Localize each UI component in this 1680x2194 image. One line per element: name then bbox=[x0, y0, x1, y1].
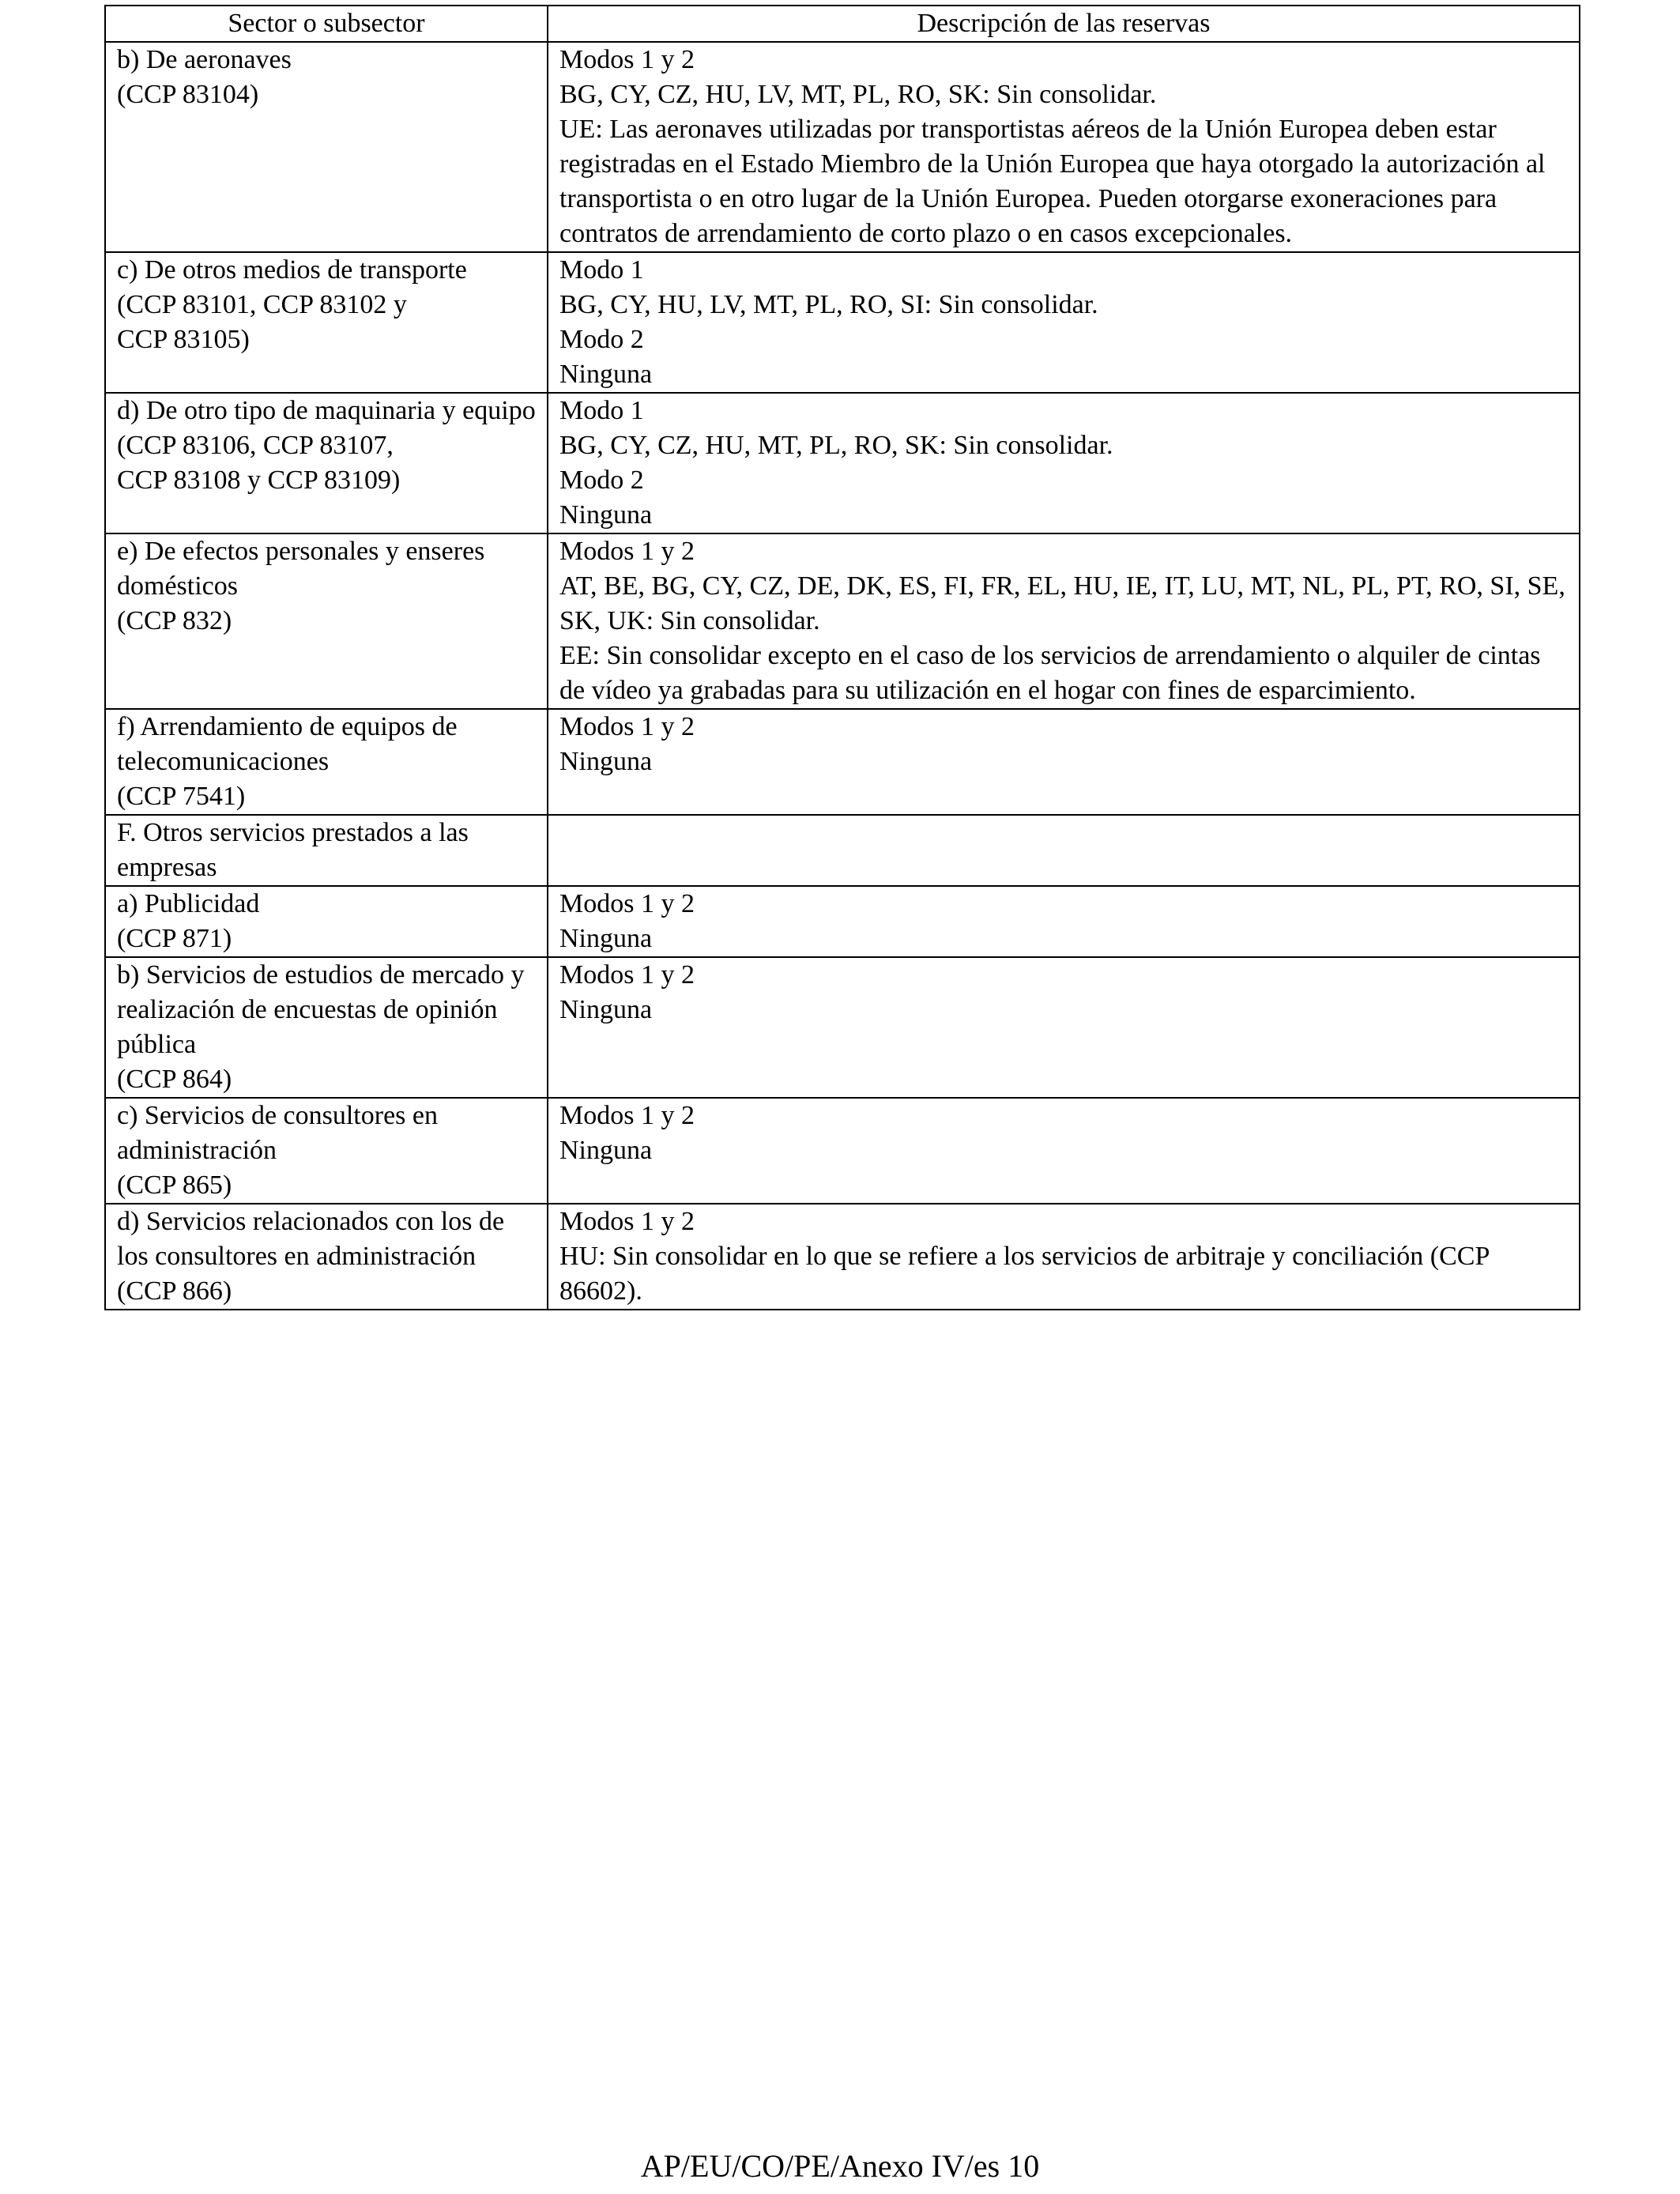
page-footer: AP/EU/CO/PE/Anexo IV/es 10 bbox=[640, 2148, 1040, 2184]
sector-line: b) Servicios de estudios de mercado y realización de encuestas de opinión pública bbox=[117, 960, 532, 1059]
table-body bbox=[105, 42, 1580, 1310]
sector-cell bbox=[105, 957, 548, 1098]
table-header-row bbox=[105, 6, 1580, 42]
descripcion-line: Modos 1 y 2 bbox=[559, 889, 695, 918]
descripcion-line: Modos 1 y 2 bbox=[559, 960, 695, 990]
descripcion-line: Modos 1 y 2 bbox=[559, 712, 695, 741]
sector-line: (CCP 865) bbox=[117, 1171, 232, 1200]
table-row bbox=[105, 815, 1580, 886]
descripcion-line: Ninguna bbox=[559, 995, 653, 1024]
descripcion-line: EE: Sin consolidar excepto en el caso de los servicios de arrendamiento o alquiler de cintas de vídeo ya grabadas para su utilización en el hogar con fines de esparcimiento. bbox=[559, 641, 1548, 705]
sector-line: a) Publicidad bbox=[117, 889, 260, 918]
descripcion-cell bbox=[548, 957, 1580, 1098]
sector-cell bbox=[105, 252, 548, 393]
sector-cell bbox=[105, 886, 548, 957]
sector-line: d) De otro tipo de maquinaria y equipo bbox=[117, 396, 536, 425]
descripcion-line: Modos 1 y 2 bbox=[559, 537, 695, 566]
sector-cell bbox=[105, 1204, 548, 1310]
sector-line: e) De efectos personales y enseres domésticos bbox=[117, 537, 492, 601]
descripcion-line: BG, CY, CZ, HU, MT, PL, RO, SK: Sin consolidar. bbox=[559, 431, 1113, 460]
sector-line: (CCP 864) bbox=[117, 1065, 232, 1094]
descripcion-line: HU: Sin consolidar en lo que se refiere a los servicios de arbitraje y conciliación (CCP 86602). bbox=[559, 1242, 1496, 1306]
descripcion-cell bbox=[548, 1098, 1580, 1204]
sector-line: c) Servicios de consultores en administración bbox=[117, 1101, 445, 1165]
sector-line: CCP 83108 y CCP 83109) bbox=[117, 466, 401, 495]
sector-cell bbox=[105, 393, 548, 533]
descripcion-cell bbox=[548, 709, 1580, 815]
descripcion-line: Modo 2 bbox=[559, 466, 644, 495]
descripcion-cell bbox=[548, 533, 1580, 709]
sector-cell bbox=[105, 709, 548, 815]
sector-line: (CCP 866) bbox=[117, 1276, 232, 1306]
descripcion-line: Ninguna bbox=[559, 360, 653, 389]
descripcion-cell bbox=[548, 815, 1580, 886]
reservations-table bbox=[104, 5, 1580, 1310]
descripcion-line: AT, BE, BG, CY, CZ, DE, DK, ES, FI, FR, EL, HU, IE, IT, LU, MT, NL, PL, PT, RO, SI, SE, SK, UK: Sin consolidar. bbox=[559, 571, 1573, 635]
descripcion-line: Ninguna bbox=[559, 1136, 653, 1165]
header-sector: Sector o subsector bbox=[105, 6, 548, 42]
descripcion-line: Modos 1 y 2 bbox=[559, 1101, 695, 1130]
descripcion-line: UE: Las aeronaves utilizadas por transportistas aéreos de la Unión Europea deben estar registradas en el Estado Miembro de la Unión Europea que haya otorgado la autorización al transportista o en otro lugar de la Unión Europea. Pueden otorgarse exoneraciones para contratos de arrendamiento de corto plazo o en casos excepcionales. bbox=[559, 115, 1552, 248]
sector-cell bbox=[105, 42, 548, 252]
descripcion-cell bbox=[548, 393, 1580, 533]
sector-line: (CCP 83106, CCP 83107, bbox=[117, 431, 394, 460]
sector-cell bbox=[105, 1098, 548, 1204]
sector-line: (CCP 832) bbox=[117, 606, 232, 635]
sector-line: (CCP 871) bbox=[117, 924, 232, 953]
table-row bbox=[105, 1204, 1580, 1310]
descripcion-cell bbox=[548, 42, 1580, 252]
descripcion-line: Modo 2 bbox=[559, 325, 644, 354]
table-row bbox=[105, 393, 1580, 533]
sector-cell bbox=[105, 815, 548, 886]
table-row bbox=[105, 709, 1580, 815]
header-descripcion: Descripción de las reservas bbox=[548, 6, 1580, 42]
sector-line: c) De otros medios de transporte bbox=[117, 255, 467, 285]
table-row bbox=[105, 533, 1580, 709]
sector-line: (CCP 83104) bbox=[117, 80, 259, 109]
sector-line: CCP 83105) bbox=[117, 325, 250, 354]
descripcion-line: Modos 1 y 2 bbox=[559, 45, 695, 74]
descripcion-line: Ninguna bbox=[559, 500, 653, 530]
descripcion-cell bbox=[548, 1204, 1580, 1310]
descripcion-line: Ninguna bbox=[559, 747, 653, 776]
table-row bbox=[105, 42, 1580, 252]
descripcion-cell bbox=[548, 252, 1580, 393]
sector-line: f) Arrendamiento de equipos de telecomunicaciones bbox=[117, 712, 465, 776]
sector-line: (CCP 83101, CCP 83102 y bbox=[117, 290, 407, 319]
table-row bbox=[105, 886, 1580, 957]
descripcion-line: Ninguna bbox=[559, 924, 653, 953]
descripcion-line: Modo 1 bbox=[559, 396, 644, 425]
descripcion-line: Modos 1 y 2 bbox=[559, 1207, 695, 1236]
descripcion-line: BG, CY, HU, LV, MT, PL, RO, SI: Sin consolidar. bbox=[559, 290, 1098, 319]
descripcion-cell bbox=[548, 886, 1580, 957]
sector-line: d) Servicios relacionados con los de los consultores en administración bbox=[117, 1207, 511, 1271]
sector-line: F. Otros servicios prestados a las empresas bbox=[117, 818, 476, 882]
descripcion-line: Modo 1 bbox=[559, 255, 644, 285]
descripcion-line: BG, CY, CZ, HU, LV, MT, PL, RO, SK: Sin consolidar. bbox=[559, 80, 1157, 109]
sector-cell bbox=[105, 533, 548, 709]
sector-line: (CCP 7541) bbox=[117, 782, 246, 811]
sector-line: b) De aeronaves bbox=[117, 45, 292, 74]
table-row bbox=[105, 252, 1580, 393]
table-row bbox=[105, 1098, 1580, 1204]
table-row bbox=[105, 957, 1580, 1098]
